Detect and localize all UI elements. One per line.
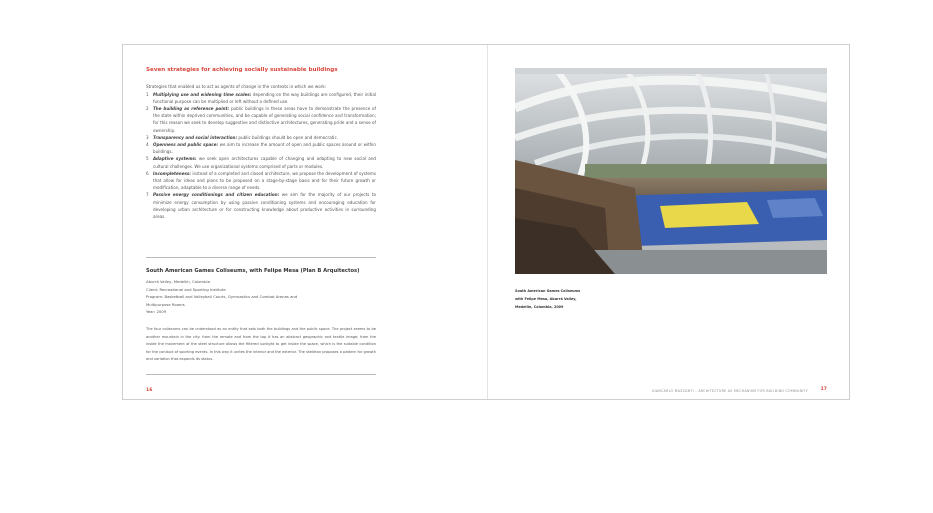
- strategy-text: we seek open architectures capable of changing and adapting to new social and cultural challenges. We use organizational systems comprised of parts or modules.: [153, 156, 377, 169]
- caption-line: Medellín, Colombia, 2009: [515, 305, 564, 309]
- strategy-text: public buildings in these areas have to demonstrate the presence of the state within deprived communities, and be capable of generating social confidence and transformation; for this reason we seek to develop suggestive and distinctive architectures, generating pride and a sense of ownership.: [153, 105, 377, 133]
- section-title: Seven strategies for achieving socially sustainable buildings: [146, 67, 338, 73]
- strategy-number: 6: [146, 170, 149, 176]
- strategy-item: [146, 170, 376, 192]
- strategy-item: [146, 155, 376, 169]
- left-page: [123, 45, 487, 399]
- strategy-term: The building as reference point:: [153, 105, 230, 111]
- strategy-number: 1: [146, 91, 149, 97]
- divider-rule: [146, 374, 376, 375]
- strategy-number: 3: [146, 134, 149, 140]
- strategy-term: Multiplying use and widening time scales:: [153, 91, 252, 97]
- strategy-item: [146, 134, 376, 141]
- strategy-text: we aim to increase the amount of open and public spaces around or within buildings.: [153, 141, 376, 155]
- strategy-item: [146, 91, 376, 105]
- strategy-term: Passive energy conditionings and citizen education:: [153, 192, 280, 198]
- strategy-term: Transparency and social interaction:: [153, 134, 238, 140]
- project-location: Aburrá Valley, Medellín, Colombia: [146, 279, 210, 284]
- strategy-number: 2: [146, 105, 149, 111]
- project-program: Program: Basketball and Volleyball Courts, Gymnastics and Combat Arenas and: [146, 294, 298, 300]
- strategy-item: [146, 191, 376, 220]
- page-number-left: 16: [146, 388, 153, 393]
- caption-line: South American Games Coliseums: [515, 289, 581, 293]
- strategy-list: [146, 91, 376, 221]
- project-info: [146, 278, 376, 316]
- photo-caption: [515, 287, 605, 311]
- right-page: [488, 45, 850, 399]
- strategy-number: 4: [146, 141, 149, 147]
- intro-text: Strategies that enabled us to act as agents of change in the contexts in which we work:: [146, 84, 327, 89]
- coliseum-photo: [515, 68, 827, 274]
- project-description: The four coliseums can be understood as an entity that sets both the buildings and the public space. The project seems to be another mountain in the city: from the remote and from the top it has an abstract geographic and textile image; from the inside the movement of the steel structure allows the filtered sunlight to get inside the space, which is the suitable condition for the conduct of sporting events. In this way it unites the interior and the exterior. The skeleton proposes a pattern for growth and variation that expands its status.: [146, 327, 376, 362]
- strategy-term: Adaptive systems:: [153, 156, 197, 162]
- project-program-cont: Multipurpose Rooms: [146, 301, 185, 307]
- strategy-number: 7: [146, 192, 149, 198]
- caption-line: with Felipe Mesa, Aburrá Valley,: [515, 297, 577, 301]
- page-number-right: 17: [820, 387, 827, 392]
- strategy-text: depending on the way buildings are configured, their initial functional purpose can be multiplied or left without a defined use.: [153, 91, 376, 104]
- project-year: Year: 2009: [146, 309, 167, 315]
- running-head: GIANCARLO MAZZANTI – ARCHITECTURE AS MECHANISM FOR BUILDING COMMUNITY: [651, 389, 808, 393]
- strategy-term: Openness and public space:: [153, 141, 219, 147]
- strategy-item: [146, 105, 376, 134]
- strategy-text: we aim for the majority of our projects to minimize energy consumption by using passive conditioning systems and encouraging education for developing urban architecture or for constructing knowledge about productive activities in surrounding areas.: [153, 192, 376, 219]
- project-client: Client: Recreational and Sporting Institute: [146, 286, 226, 292]
- strategy-item: [146, 141, 376, 155]
- strategy-text: instead of a completed and closed architecture, we propose the development of systems that allow for ideas and plans to be proposed on a stage-by-stage basis and for their future growth or modification, adaptable to a diverse range of needs.: [153, 170, 376, 191]
- book-spread: [122, 44, 850, 400]
- strategy-text: public buildings should be open and democratic.: [237, 134, 338, 140]
- strategy-number: 5: [146, 156, 149, 162]
- arena-illustration: [515, 68, 827, 274]
- strategy-term: Incompleteness:: [153, 170, 191, 176]
- divider-rule: [146, 257, 376, 258]
- project-title: South American Games Coliseums, with Felipe Mesa (Plan B Arquitectos): [146, 268, 360, 274]
